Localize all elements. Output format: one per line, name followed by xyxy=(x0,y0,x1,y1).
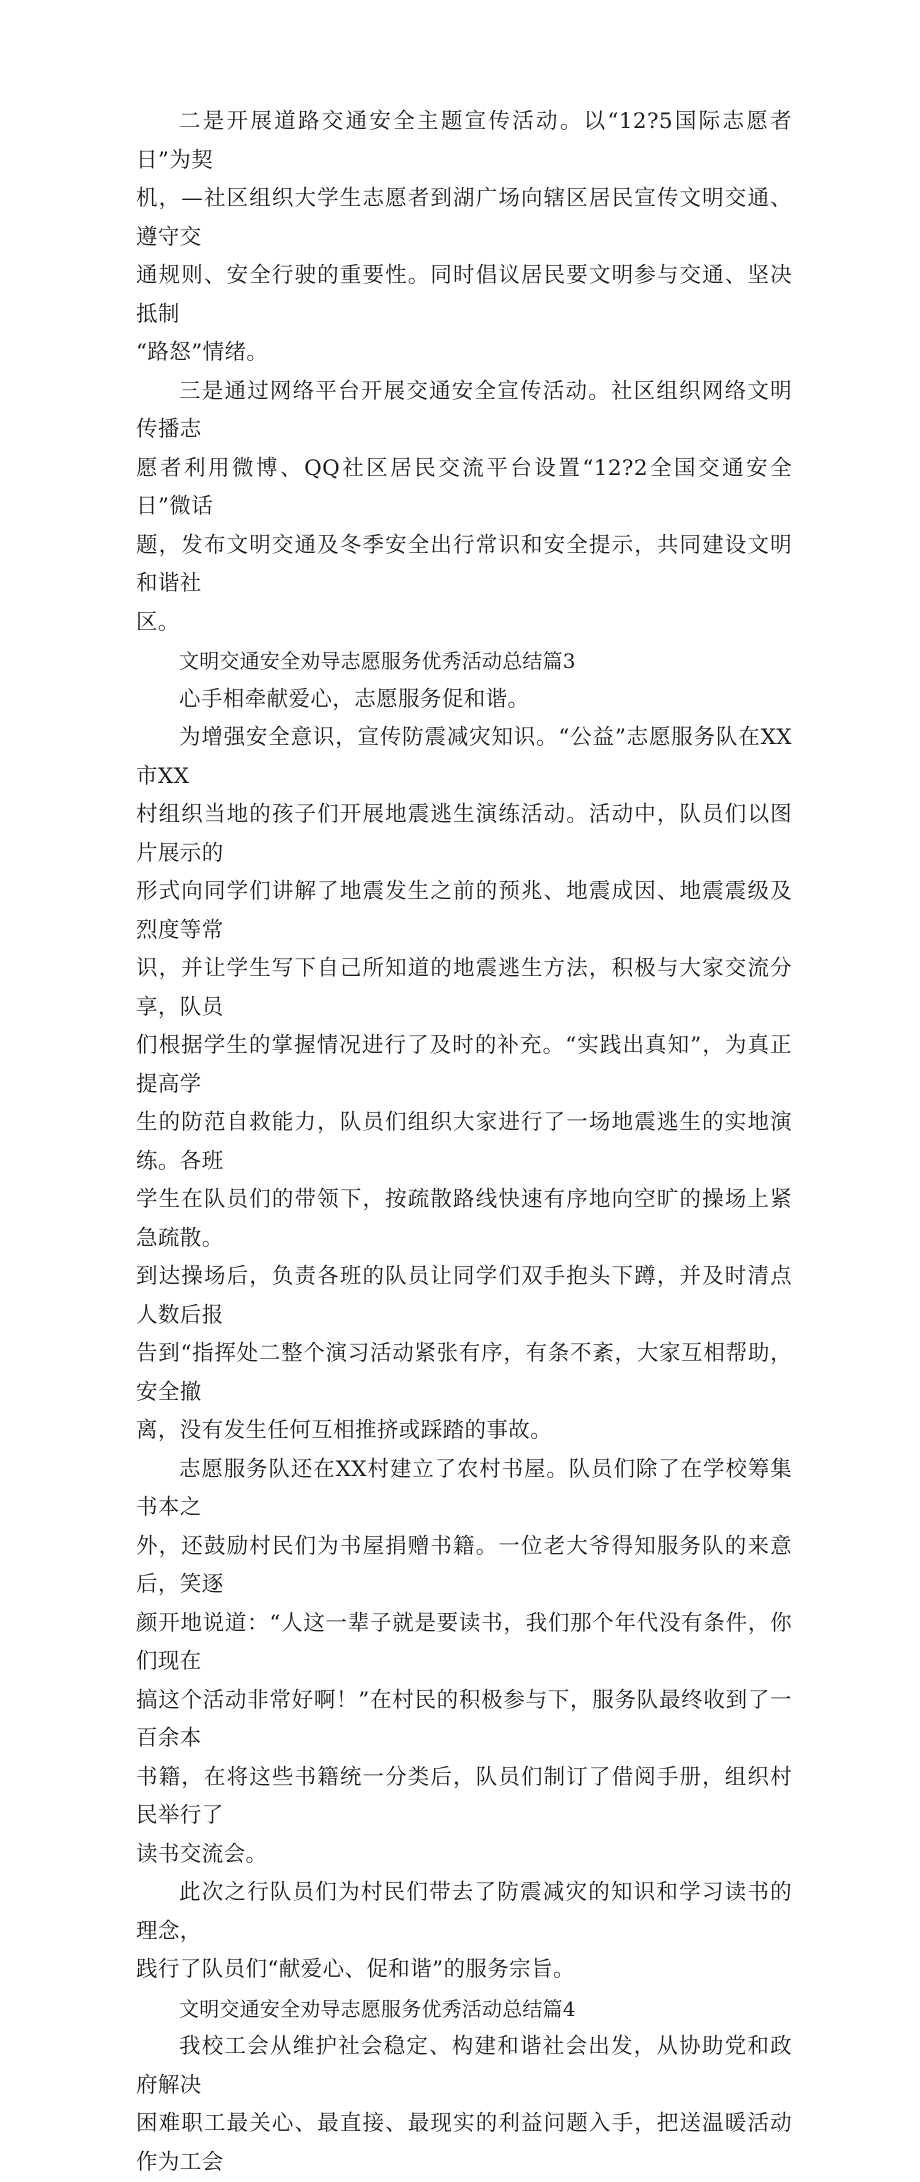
text-line: 我校工会从维护社会稳定、构建和谐社会出发，从协助党和政府解决 xyxy=(136,2034,792,2098)
heading-text: 文明交通安全劝导志愿服务优秀活动总结篇4 xyxy=(179,1996,576,2021)
text-line: 三是通过网络平台开展交通安全宣传活动。社区组织网络文明传播志 xyxy=(136,378,792,442)
text-line: 题，发布文明交通及冬季安全出行常识和安全提示，共同建设文明和谐社 xyxy=(136,532,792,596)
heading-text: 文明交通安全劝导志愿服务优秀活动总结篇3 xyxy=(179,649,576,673)
text-line: 们根据学生的掌握情况进行了及时的补充。“实践出真知”，为真正提高学 xyxy=(136,1033,792,1097)
text-line: 到达操场后，负责各班的队员让同学们双手抱头下蹲，并及时清点人数后报 xyxy=(136,1264,792,1328)
text-line: 愿者利用微博、QQ社区居民交流平台设置“12?2全国交通安全日”微话 xyxy=(136,455,792,519)
text-line: 困难职工最关心、最直接、最现实的利益问题入手，把送温暖活动作为工会 xyxy=(136,2111,792,2175)
paragraph xyxy=(136,2028,792,2182)
paragraph xyxy=(136,1451,792,1875)
text-line: 此次之行队员们为村民们带去了防震减灾的知识和学习读书的理念， xyxy=(136,1880,792,1944)
paragraph xyxy=(136,719,792,1451)
paragraph xyxy=(136,681,792,720)
text-line: 颜开地说道：“人这一辈子就是要读书，我们那个年代没有条件，你们现在 xyxy=(136,1610,792,1674)
paragraph xyxy=(136,1874,792,1990)
text-line: 志愿服务队还在XX村建立了农村书屋。队员们除了在学校筹集书本之 xyxy=(136,1456,792,1520)
text-line: 区。 xyxy=(136,609,180,635)
text-line: 学生在队员们的带领下，按疏散路线快速有序地向空旷的操场上紧急疏散。 xyxy=(136,1187,792,1251)
text-line: 书籍，在将这些书籍统一分类后，队员们制订了借阅手册，组织村民举行了 xyxy=(136,1764,792,1828)
text-line: 外，还鼓励村民们为书屋捐赠书籍。一位老大爷得知服务队的来意后，笑逐 xyxy=(136,1533,792,1597)
text-line: 村组织当地的孩子们开展地震逃生演练活动。活动中，队员们以图片展示的 xyxy=(136,802,792,866)
text-line: 识，并让学生写下自己所知道的地震逃生方法，积极与大家交流分享，队员 xyxy=(136,956,792,1020)
text-line: 搞这个活动非常好啊！”在村民的积极参与下，服务队最终收到了一百余本 xyxy=(136,1687,792,1751)
document-body xyxy=(136,103,792,2182)
text-line: 二是开展道路交通安全主题宣传活动。以“12?5国际志愿者日”为契 xyxy=(136,109,792,173)
section-heading xyxy=(136,642,792,681)
text-line: 形式向同学们讲解了地震发生之前的预兆、地震成因、地震震级及烈度等常 xyxy=(136,879,792,943)
paragraph xyxy=(136,103,792,373)
text-line: 践行了队员们“献爱心、促和谐”的服务宗旨。 xyxy=(136,1957,575,1982)
text-line: 生的防范自救能力，队员们组织大家进行了一场地震逃生的实地演练。各班 xyxy=(136,1110,792,1174)
paragraph xyxy=(136,373,792,643)
section-heading xyxy=(136,1990,792,2029)
text-line: 机，—社区组织大学生志愿者到湖广场向辖区居民宣传文明交通、遵守交 xyxy=(136,186,792,250)
text-line: 告到“指挥处二整个演习活动紧张有序，有条不紊，大家互相帮助，安全撤 xyxy=(136,1341,792,1405)
text-line: 离，没有发生任何互相推挤或踩踏的事故。 xyxy=(136,1418,553,1443)
text-line: 通规则、安全行驶的重要性。同时倡议居民要文明参与交通、坚决抵制 xyxy=(136,263,792,327)
text-line: 读书交流会。 xyxy=(136,1841,268,1867)
text-line: 心手相牵献爱心，志愿服务促和谐。 xyxy=(179,686,530,712)
text-line: 为增强安全意识，宣传防震减灾知识。“公益”志愿服务队在XX市XX xyxy=(136,725,792,789)
text-line: “路怒”情绪。 xyxy=(136,340,269,365)
